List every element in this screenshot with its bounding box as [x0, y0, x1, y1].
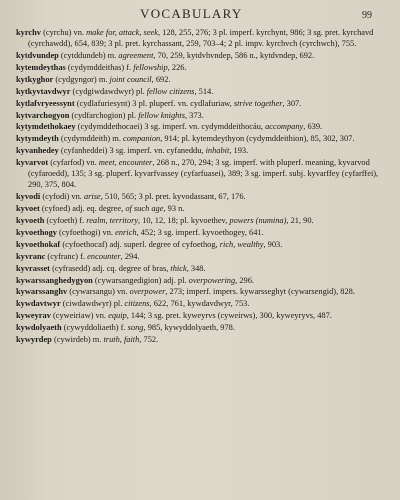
- vocabulary-entry: [16, 323, 388, 334]
- vocabulary-entry: [16, 63, 388, 74]
- headword: kytkyvtavdwyr: [16, 86, 71, 96]
- headword: kytymdethokaey: [16, 122, 76, 132]
- entry-definition: (cyfoethocaf) adj. superl. degree of cyfoethog, rich, wealthy, 903.: [60, 239, 283, 249]
- vocabulary-entry: [16, 134, 388, 145]
- headword: kytdvundep: [16, 50, 59, 60]
- headword: kyvarvot: [16, 158, 49, 168]
- entry-definition: (cyweiriaw) vn. equip, 144; 3 sg. pret. kyweyrvs (cyweirws), 300, kyweyryvs, 487.: [50, 311, 332, 321]
- headword: kyvrasset: [16, 263, 50, 273]
- entry-definition: (cydymddethocaei) 3 sg. imperf. vn. cydymddeithocáu, accompany, 639.: [75, 122, 323, 132]
- vocabulary-entry: [16, 216, 388, 227]
- vocabulary-entry: [16, 122, 388, 133]
- vocabulary-entry: [16, 51, 388, 62]
- headword: kytemdeythas: [16, 62, 66, 72]
- page-title: VOCABULARY: [140, 6, 243, 21]
- headword: kyvranc: [16, 251, 46, 261]
- vocabulary-entry: [16, 111, 388, 122]
- entry-definition: (cyfoethogi) vn. enrich, 452; 3 sg. imperf. kyvoethogey, 641.: [56, 227, 264, 237]
- vocabulary-entry: [16, 287, 388, 298]
- vocabulary-list: [16, 28, 388, 347]
- headword: kywdolyaeth: [16, 323, 62, 333]
- headword: kyvoethogy: [16, 227, 57, 237]
- entry-definition: (cyfranc) f. encounter, 294.: [45, 251, 140, 261]
- entry-definition: (cydfarchogion) pl. fellow knights, 373.: [69, 110, 204, 120]
- entry-definition: (cyfarfod) vn. meet, encounter, 268 n., 270, 294; 3 sg. imperf. with pluperf. meaning, kyvarvod (cyfaroedd), 135; 3 sg. pluperf. kyvarfvassey (cyfarfuasei), 389; 3 sg. imperf. subj. kyvarffey (cyfarffei), 290, 375, 804.: [28, 158, 379, 189]
- vocabulary-entry: [16, 87, 388, 98]
- headword: kywarssanghv: [16, 287, 68, 297]
- vocabulary-entry: [16, 240, 388, 251]
- entry-definition: (cywarsangu) vn. overpower, 273; imperf. impers. kywarsseghyt (cywarsengid), 828.: [67, 287, 355, 297]
- vocabulary-entry: [16, 28, 388, 49]
- headword: kyvanhedey: [16, 146, 59, 156]
- entry-definition: (cyfoed) adj. eq. degree, of such age, 93 n.: [39, 203, 185, 213]
- entry-definition: (cyfanheddei) 3 sg. imperf. vn. cyfaneddu, inhabit, 193.: [58, 146, 249, 156]
- entry-definition: (cyfodi) vn. arise, 510, 565; 3 pl. pret. kyvodassant, 67, 176.: [40, 191, 246, 201]
- entry-definition: (cydlafuriesynt) 3 pl. pluperf. vn. cydlafuriaw, strive together, 307.: [74, 98, 302, 108]
- headword: kyvoeth: [16, 215, 45, 225]
- headword: kytymdeyth: [16, 134, 59, 144]
- vocabulary-entry: [16, 252, 388, 263]
- vocabulary-entry: [16, 276, 388, 287]
- vocabulary-entry: [16, 228, 388, 239]
- headword: kytvarchogyon: [16, 110, 70, 120]
- headword: kyvodi: [16, 191, 41, 201]
- entry-definition: (cywyddoliaeth) f. song, 985, kywyddolyaeth, 978.: [61, 323, 235, 333]
- headword: kyrchv: [16, 28, 41, 37]
- entry-definition: (cyrchu) vn. make for, attack, seek, 128, 255, 276; 3 pl. imperf. kyrchynt, 986; 3 sg. pret. kyrchavd (cyrchawdd), 654, 839; 3 pl. pret. kyrchassant, 259, 703–4; 2 pl. impv. kyrchvch (cyrchwch), 755.: [28, 28, 374, 48]
- headword: kyvoet: [16, 203, 40, 213]
- entry-definition: (ciwdawdwyr) pl. citizens, 622, 761, kywdavdwyr, 753.: [60, 299, 250, 309]
- entry-definition: (cydymddeithas) f. fellowship, 226.: [65, 62, 187, 72]
- entry-definition: (cyfoeth) f. realm, territory, 10, 12, 18; pl. kyvoethev, powers (numina), 21, 90.: [44, 215, 314, 225]
- vocabulary-entry: [16, 192, 388, 203]
- vocabulary-entry: [16, 264, 388, 275]
- vocabulary-entry: [16, 146, 388, 157]
- vocabulary-entry: [16, 99, 388, 110]
- vocabulary-entry: [16, 311, 388, 322]
- headword: kyweyrav: [16, 311, 51, 321]
- headword: kyvoethokaf: [16, 239, 61, 249]
- entry-definition: (cydymddeith) m. companion, 914; pl. kytemdeythyon (cydymddeithion), 85, 302, 307.: [58, 134, 355, 144]
- headword: kywyrdep: [16, 335, 52, 345]
- vocabulary-entry: [16, 75, 388, 86]
- page-number: 99: [362, 10, 372, 21]
- entry-definition: (cytddundeb) m. agreement, 70, 259, kytdvhvndep, 586 n., kytdvndep, 692.: [58, 50, 315, 60]
- vocabulary-entry: [16, 204, 388, 215]
- vocabulary-entry: [16, 335, 388, 346]
- entry-definition: (cywirdeb) m. truth, faith, 752.: [51, 335, 159, 345]
- entry-definition: (cydgiwdawdwyr) pl. fellow citizens, 514.: [70, 86, 214, 96]
- vocabulary-entry: [16, 299, 388, 310]
- headword: kywdavtwyr: [16, 299, 61, 309]
- headword: kywarssanghedygyon: [16, 275, 93, 285]
- headword: kytkyghor: [16, 74, 54, 84]
- headword: kytlafvryeessynt: [16, 98, 75, 108]
- entry-definition: (cywarsangedigion) adj. pl. overpowering, 296.: [92, 275, 254, 285]
- entry-definition: (cyfrasedd) adj. cq. degree of bras, thick, 348.: [49, 263, 206, 273]
- vocabulary-entry: [16, 158, 388, 190]
- running-head: [0, 6, 400, 22]
- entry-definition: (cydgyngor) m. joint council, 692.: [53, 74, 171, 84]
